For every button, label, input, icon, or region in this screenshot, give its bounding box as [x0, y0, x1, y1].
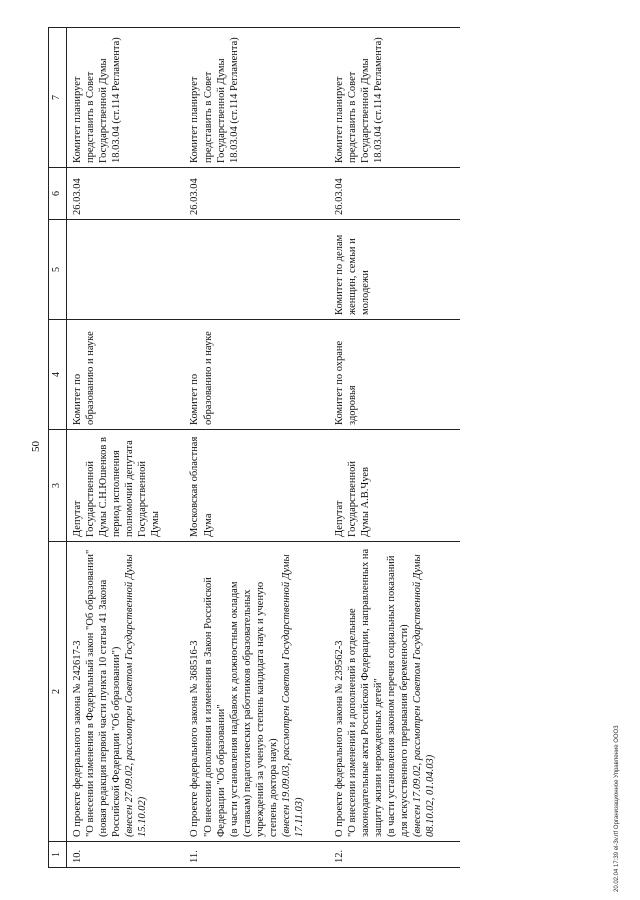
initiator-cell: Депутат Государственной Думы С.Н.Юшенков в период исполнения полномочий депутата Государственной Думы — [66, 430, 184, 542]
remark-cell: Комитет планирует представить в Совет Государственной Думы 18.03.04 (ст.114 Регламента) — [66, 28, 184, 168]
print-footer: 20.02.04 17:39 el-3v.rtf Организационное Управление ООО3 — [614, 725, 620, 892]
bill-body: "О внесении изменений и дополнений в отдельные законодательные акты Российской Федерации, направленных на защиту жизни нерожденных детей" (в части установления законом перечня социальных показаний для искусственного прерывания беременности) — [346, 548, 411, 837]
co-committee-cell: Комитет по делам женщин, семьи и молодежи — [329, 220, 460, 320]
column-header: 6 — [49, 168, 67, 220]
committee-cell: Комитет по образованию и науке — [184, 320, 328, 430]
header-row — [49, 28, 67, 868]
bill-note: (внесен 19.09.03, рассмотрен Советом Государственной Думы 17.11.03) — [281, 554, 306, 837]
page-number: 50 — [30, 441, 42, 452]
initiator-cell: Депутат Государственной Думы А.В.Чуев — [329, 430, 460, 542]
committee-cell: Комитет по охране здоровья — [329, 320, 460, 430]
bill-title: О проекте федерального закона № 368516-3 — [189, 640, 201, 837]
date-cell: 26.03.04 — [184, 168, 328, 220]
date-cell: 26.03.04 — [66, 168, 184, 220]
bill-description — [66, 542, 184, 842]
table-row — [184, 28, 328, 868]
bill-body: "О внесении дополнения и изменения в Закон Российской Федерации "Об образовании" (в части установления надбавок к должностным окладам (ставкам) педагогических работников образовательных учреждений за ученую степень кандидата наук и ученую степень доктора наук) — [202, 577, 280, 837]
co-committee-cell — [66, 220, 184, 320]
remark-cell: Комитет планирует представить в Совет Государственной Думы 18.03.04 (ст.114 Регламента) — [329, 28, 460, 168]
table-row — [329, 28, 460, 868]
column-header: 5 — [49, 220, 67, 320]
committee-cell: Комитет по образованию и науке — [66, 320, 184, 430]
row-number: 10. — [66, 842, 184, 868]
column-header: 1 — [49, 842, 67, 868]
column-header: 7 — [49, 28, 67, 168]
bill-body: "О внесении изменения в Федеральный закон "Об образовании" (новая редакция первой части пункта 10 статьи 41 Закона Российской Федерации "Об образовании") — [84, 549, 122, 837]
bill-description — [329, 542, 460, 842]
row-number: 11. — [184, 842, 328, 868]
remark-cell: Комитет планирует представить в Совет Государственной Думы 18.03.04 (ст.114 Регламента) — [184, 28, 328, 168]
column-header: 3 — [49, 430, 67, 542]
initiator-cell: Московская областная Дума — [184, 430, 328, 542]
bills-table — [48, 27, 460, 868]
bill-description — [184, 542, 328, 842]
bill-title: О проекте федерального закона № 242617-3 — [71, 640, 83, 837]
column-header: 2 — [49, 542, 67, 842]
co-committee-cell — [184, 220, 328, 320]
document-sheet — [48, 28, 528, 868]
table-row — [66, 28, 184, 868]
bill-note: (внесен 27.09.02, рассмотрен Советом Государственной Думы 15.10.02) — [124, 554, 149, 837]
bill-title: О проекте федерального закона № 239562-3 — [333, 640, 345, 837]
date-cell: 26.03.04 — [329, 168, 460, 220]
bill-note: (внесен 17.09.02, рассмотрен Советом Государственной Думы 08.10.02, 01.04.03) — [412, 554, 437, 837]
row-number: 12. — [329, 842, 460, 868]
column-header: 4 — [49, 320, 67, 430]
